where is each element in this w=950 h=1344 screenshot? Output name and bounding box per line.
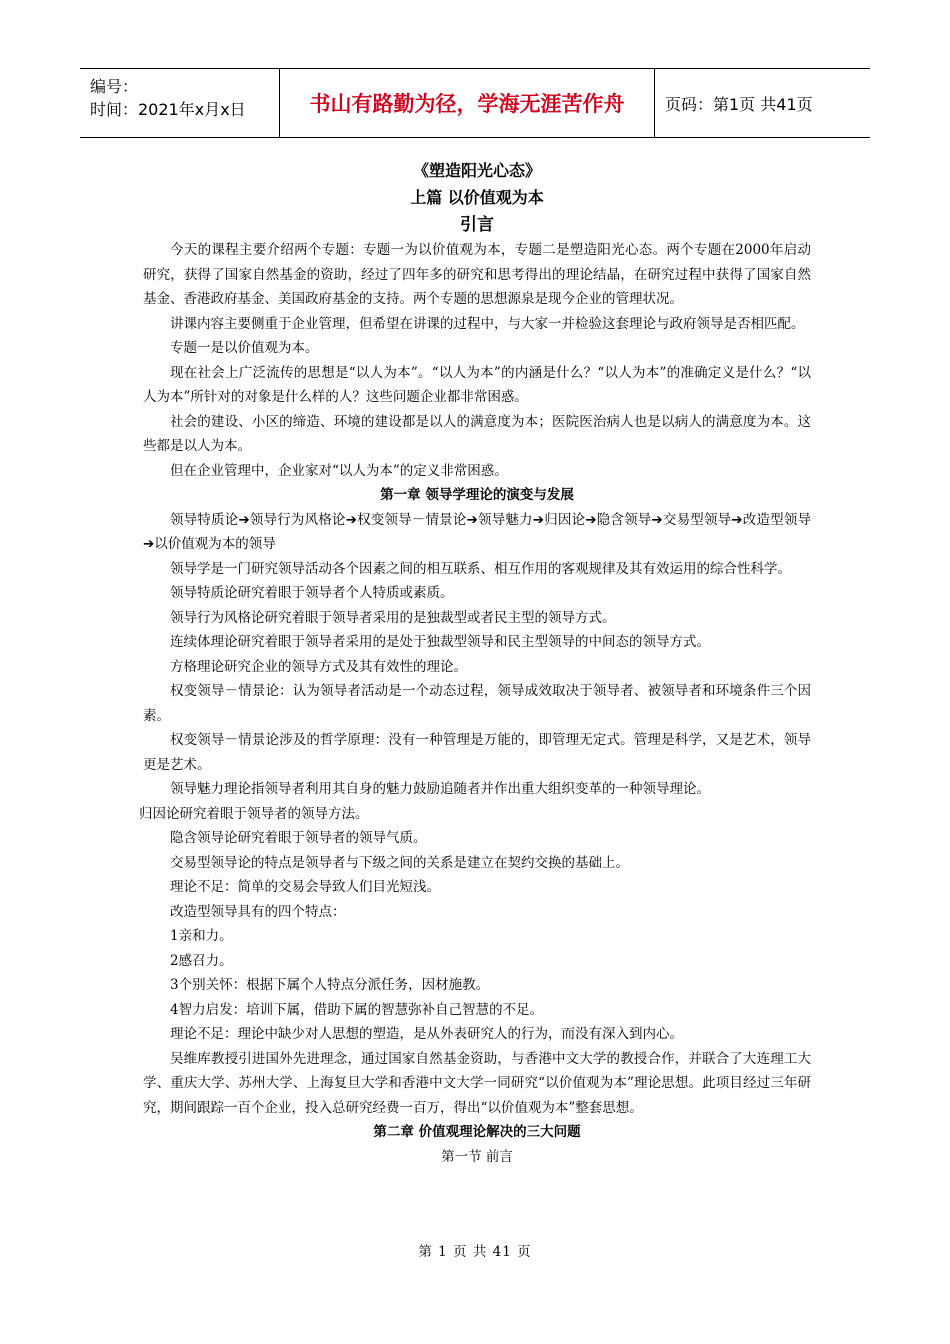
paragraph: 但在企业管理中，企业家对“以人为本”的定义非常困惑。	[170, 462, 508, 479]
paragraph: 4智力启发：培训下属，借助下属的智慧弥补自己智慧的不足。	[170, 1001, 544, 1018]
paragraphs	[139, 238, 811, 1169]
header-meta	[80, 69, 280, 137]
paragraph: 3个别关怀：根据下属个人特点分派任务，因材施教。	[170, 977, 490, 993]
paragraph: 改造型领导具有的四个特点：	[170, 903, 346, 920]
number-label: 编号：	[90, 77, 139, 96]
paragraph: 权变领导－情景论涉及的哲学原理：没有一种管理是万能的，即管理无定式。管理是科学，又是艺术，领导更是艺术。	[143, 732, 811, 773]
part-title: 上篇 以价值观为本	[410, 188, 544, 207]
document-title: 《塑造阳光心态》	[412, 161, 541, 180]
time-label: 时间：2021年x月x日	[90, 100, 246, 119]
paragraph: 隐含领导论研究着眼于领导者的领导气质。	[170, 830, 427, 846]
paragraph: 现在社会上广泛流传的思想是“以人为本”。“以人为本”的内涵是什么？“以人为本”的准确定义是什么？“以人为本”所针对的对象是什么样的人？这些问题企业都非常困惑。	[143, 364, 811, 405]
chapter1-heading: 第一章 领导学理论的演变与发展	[380, 487, 574, 503]
paragraph: 吴维库教授引进国外先进理念，通过国家自然基金资助，与香港中文大学的教授合作，并联合了大连理工大学、重庆大学、苏州大学、上海复旦大学和香港中文大学一同研究“以价值观为本”理论思想。此项目经过三年研究，期间跟踪一百个企业，投入总研究经费一百万，得出“以价值观为本”整套思想。	[143, 1050, 811, 1116]
paragraph: 方格理论研究企业的领导方式及其有效性的理论。	[170, 658, 467, 675]
page-header	[80, 68, 870, 138]
intro-heading: 引言	[460, 215, 494, 235]
document-body	[139, 152, 811, 1169]
paragraph: 连续体理论研究着眼于领导者采用的是处于独裁型领导和民主型领导的中间态的领导方式。	[170, 634, 710, 650]
paragraph: 理论不足：理论中缺少对人思想的塑造，是从外表研究人的行为，而没有深入到内心。	[170, 1026, 683, 1042]
paragraph: 2感召力。	[170, 952, 233, 969]
paragraph: 社会的建设、小区的缔造、环境的建设都是以人的满意度为本；医院医治病人也是以病人的满意度为本。这些都是以人为本。	[143, 413, 811, 454]
paragraph: 领导特质论➔领导行为风格论➔权变领导－情景论➔领导魅力➔归因论➔隐含领导➔交易型领导➔改造型领导➔以价值观为本的领导	[143, 511, 811, 552]
paragraph: 1亲和力。	[170, 928, 233, 944]
paragraph: 今天的课程主要介绍两个专题：专题一为以价值观为本，专题二是塑造阳光心态。两个专题在2000年启动研究，获得了国家自然基金的资助，经过了四年多的研究和思考得出的理论结晶，在研究过程中获得了国家自然基金、香港政府基金、美国政府基金的支持。两个专题的思想源泉是现今企业的管理状况。	[143, 242, 811, 307]
paragraph: 领导魅力理论指领导者利用其自身的魅力鼓励追随者并作出重大组织变革的一种领导理论。	[170, 781, 710, 797]
chapter2-heading: 第二章 价值观理论解决的三大问题	[373, 1124, 581, 1140]
paragraph: 权变领导－情景论：认为领导者活动是一个动态过程，领导成效取决于领导者、被领导者和环境条件三个因素。	[143, 683, 811, 724]
page-footer: 第 1 页 共 41 页	[418, 1244, 532, 1260]
paragraph: 归因论研究着眼于领导者的领导方法。	[139, 805, 369, 822]
paragraph: 专题一是以价值观为本。	[170, 340, 319, 356]
paragraph: 理论不足：简单的交易会导致人们目光短浅。	[170, 879, 440, 895]
paragraph: 领导学是一门研究领导活动各个因素之间的相互联系、相互作用的客观规律及其有效运用的综合性科学。	[170, 560, 791, 577]
header-motto: 书山有路勤为径，学海无涯苦作舟	[280, 69, 655, 137]
paragraph: 领导特质论研究着眼于领导者个人特质或素质。	[170, 585, 454, 601]
header-page-info: 页码：第1页 共41页	[665, 94, 813, 114]
paragraph: 讲课内容主要侧重于企业管理，但希望在讲课的过程中，与大家一并检验这套理论与政府领导是否相匹配。	[170, 315, 805, 332]
section1-heading: 第一节 前言	[441, 1148, 513, 1165]
paragraph: 交易型领导论的特点是领导者与下级之间的关系是建立在契约交换的基础上。	[170, 854, 629, 871]
paragraph: 领导行为风格论研究着眼于领导者采用的是独裁型或者民主型的领导方式。	[170, 609, 616, 626]
